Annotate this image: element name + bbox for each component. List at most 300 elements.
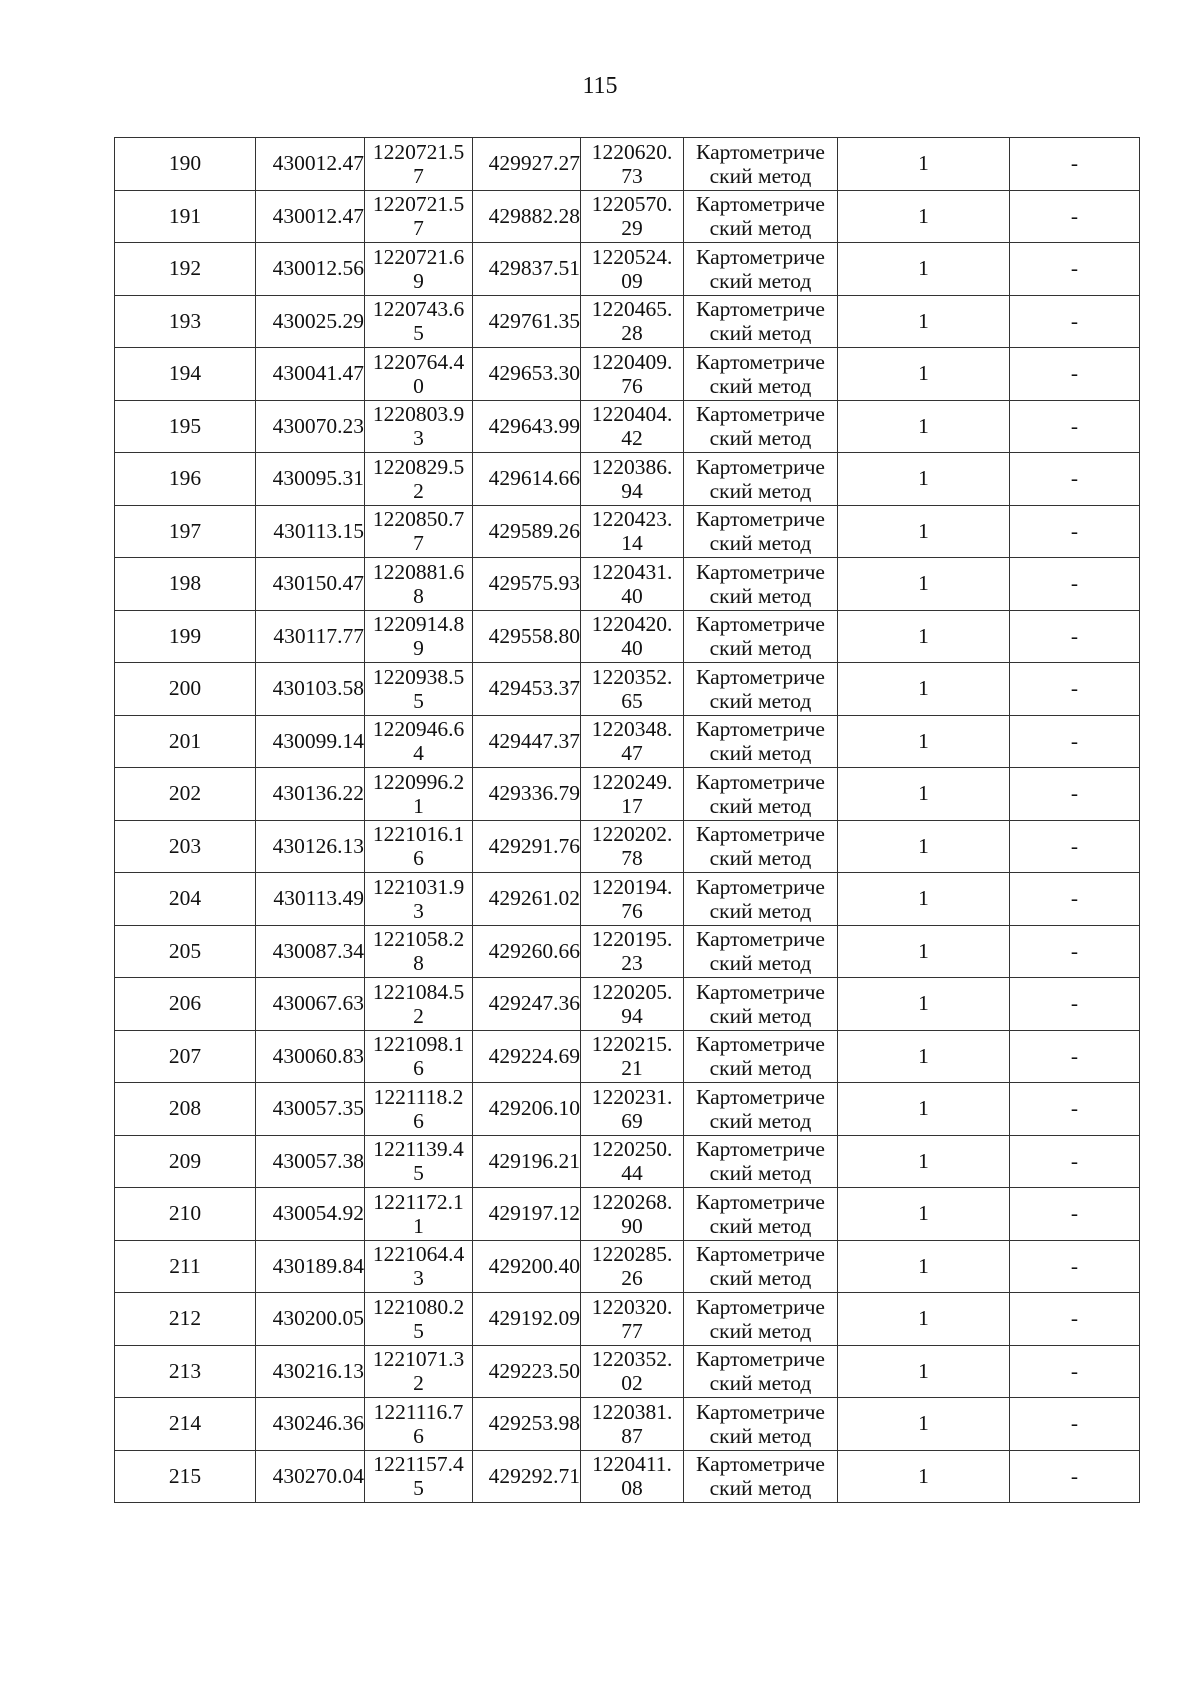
table-row [115,820,1140,873]
description-cell: - [1010,505,1140,558]
new-y-cell-line: 40 [621,636,643,661]
new-y-cell-line: 1220195. [591,927,673,952]
description-cell: - [1010,768,1140,821]
table-row [115,1240,1140,1293]
accuracy-cell: 1 [838,1345,1010,1398]
new-x-cell: 429292.71 [473,1450,581,1503]
existing-y-cell-line: 6 [413,846,424,871]
existing-y-cell [365,663,473,716]
existing-y-cell [365,1188,473,1241]
description-cell: - [1010,1450,1140,1503]
method-cell-line: ский метод [709,741,812,766]
new-x-cell: 429614.66 [473,453,581,506]
existing-y-cell-line: 1220881.6 [372,559,465,584]
existing-x-cell: 430054.92 [256,1188,365,1241]
coordinates-table-body [115,138,1140,1503]
table-row [115,505,1140,558]
new-y-cell-line: 94 [621,478,643,503]
method-cell-line: ский метод [709,1266,812,1291]
new-y-cell [581,820,684,873]
method-cell-line: ский метод [709,583,812,608]
existing-y-cell-line: 1221080.2 [372,1294,465,1319]
method-cell [684,138,838,191]
new-x-cell: 429761.35 [473,295,581,348]
new-y-cell-line: 02 [621,1371,643,1396]
existing-y-cell-line: 5 [413,1161,424,1186]
new-y-cell-line: 73 [621,163,643,188]
accuracy-cell: 1 [838,873,1010,926]
new-y-cell-line: 65 [621,688,643,713]
method-cell-line: ский метод [709,1423,812,1448]
method-cell-line: ский метод [709,1161,812,1186]
new-y-cell-line: 90 [621,1213,643,1238]
new-y-cell-line: 14 [621,531,643,556]
existing-x-cell: 430150.47 [256,558,365,611]
method-cell-line: ский метод [709,268,812,293]
existing-y-cell-line: 6 [413,1056,424,1081]
point-number-cell: 190 [115,138,256,191]
existing-y-cell-line: 0 [413,373,424,398]
new-y-cell [581,1450,684,1503]
new-y-cell-line: 42 [621,426,643,451]
method-cell-line: ский метод [709,426,812,451]
new-y-cell-line: 1220348. [591,717,673,742]
existing-y-cell-line: 9 [413,636,424,661]
new-y-cell [581,768,684,821]
new-x-cell: 429197.12 [473,1188,581,1241]
method-cell-line: ский метод [709,163,812,188]
existing-x-cell: 430041.47 [256,348,365,401]
description-cell: - [1010,348,1140,401]
point-number-cell: 211 [115,1240,256,1293]
existing-y-cell-line: 5 [413,1476,424,1501]
existing-y-cell-line: 1221084.5 [372,979,465,1004]
existing-x-cell: 430113.15 [256,505,365,558]
existing-y-cell-line: 2 [413,1371,424,1396]
new-y-cell-line: 69 [621,1108,643,1133]
new-y-cell [581,243,684,296]
accuracy-cell: 1 [838,295,1010,348]
new-y-cell [581,505,684,558]
new-y-cell-line: 78 [621,846,643,871]
new-y-cell-line: 1220268. [591,1189,673,1214]
method-cell [684,978,838,1031]
table-row [115,1135,1140,1188]
table-row [115,400,1140,453]
new-x-cell: 429247.36 [473,978,581,1031]
method-cell [684,505,838,558]
table-row [115,1083,1140,1136]
new-y-cell-line: 1220620. [591,139,673,164]
existing-x-cell: 430189.84 [256,1240,365,1293]
description-cell: - [1010,715,1140,768]
description-cell: - [1010,1083,1140,1136]
method-cell [684,1293,838,1346]
existing-y-cell-line: 1220721.5 [372,192,465,217]
existing-y-cell [365,873,473,926]
existing-y-cell-line: 1220938.5 [372,664,465,689]
existing-x-cell: 430216.13 [256,1345,365,1398]
new-y-cell-line: 94 [621,1003,643,1028]
method-cell-line: ский метод [709,1003,812,1028]
existing-y-cell-line: 1221116.7 [373,1399,464,1424]
existing-y-cell [365,1083,473,1136]
new-x-cell: 429291.76 [473,820,581,873]
existing-x-cell: 430070.23 [256,400,365,453]
method-cell-line: ский метод [709,373,812,398]
method-cell [684,1135,838,1188]
method-cell [684,400,838,453]
existing-y-cell-line: 1221064.4 [372,1242,465,1267]
existing-y-cell-line: 1220996.2 [372,769,465,794]
page-number: 115 [582,73,618,99]
table-row [115,295,1140,348]
new-y-cell [581,1293,684,1346]
point-number-cell: 194 [115,348,256,401]
description-cell: - [1010,190,1140,243]
accuracy-cell: 1 [838,138,1010,191]
existing-y-cell-line: 8 [413,583,424,608]
new-y-cell-line: 1220231. [591,1084,673,1109]
method-cell-line: Картометриче [696,1347,825,1372]
new-x-cell: 429336.79 [473,768,581,821]
new-y-cell-line: 1220524. [591,244,673,269]
accuracy-cell: 1 [838,925,1010,978]
existing-y-cell-line: 1220850.7 [372,507,465,532]
new-y-cell-line: 09 [621,268,643,293]
new-y-cell-line: 1220250. [591,1137,673,1162]
method-cell-line: ский метод [709,1213,812,1238]
new-y-cell [581,1398,684,1451]
method-cell-line: ский метод [709,1108,812,1133]
existing-x-cell: 430200.05 [256,1293,365,1346]
new-y-cell-line: 1220205. [591,979,673,1004]
new-y-cell-line: 40 [621,583,643,608]
existing-y-cell-line: 7 [413,216,424,241]
method-cell-line: Картометриче [696,1242,825,1267]
existing-x-cell: 430126.13 [256,820,365,873]
existing-y-cell-line: 9 [413,268,424,293]
accuracy-cell: 1 [838,820,1010,873]
existing-y-cell-line: 1220829.5 [372,454,465,479]
method-cell-line: ский метод [709,216,812,241]
existing-x-cell: 430099.14 [256,715,365,768]
method-cell-line: ский метод [709,688,812,713]
accuracy-cell: 1 [838,348,1010,401]
point-number-cell: 202 [115,768,256,821]
point-number-cell: 199 [115,610,256,663]
new-x-cell: 429447.37 [473,715,581,768]
table-row [115,663,1140,716]
coordinates-table [114,137,1140,1503]
accuracy-cell: 1 [838,1398,1010,1451]
accuracy-cell: 1 [838,978,1010,1031]
accuracy-cell: 1 [838,1083,1010,1136]
point-number-cell: 196 [115,453,256,506]
accuracy-cell: 1 [838,715,1010,768]
table-row [115,348,1140,401]
existing-y-cell [365,768,473,821]
existing-y-cell-line: 1221016.1 [372,822,465,847]
method-cell-line: Картометриче [696,402,825,427]
new-y-cell-line: 1220194. [591,874,673,899]
existing-x-cell: 430025.29 [256,295,365,348]
point-number-cell: 214 [115,1398,256,1451]
new-y-cell [581,190,684,243]
method-cell-line: ский метод [709,1056,812,1081]
new-y-cell [581,400,684,453]
point-number-cell: 205 [115,925,256,978]
method-cell [684,873,838,926]
method-cell [684,715,838,768]
existing-y-cell-line: 2 [413,1003,424,1028]
method-cell-line: Картометриче [696,1032,825,1057]
existing-y-cell-line: 3 [413,898,424,923]
method-cell-line: Картометриче [696,612,825,637]
table-row [115,243,1140,296]
description-cell: - [1010,1240,1140,1293]
method-cell [684,295,838,348]
existing-y-cell [365,1398,473,1451]
new-y-cell [581,1030,684,1083]
existing-y-cell [365,1345,473,1398]
existing-y-cell-line: 1221157.4 [373,1452,464,1477]
accuracy-cell: 1 [838,1135,1010,1188]
method-cell-line: ский метод [709,1371,812,1396]
existing-y-cell-line: 1220721.5 [372,139,465,164]
existing-y-cell-line: 8 [413,951,424,976]
new-y-cell-line: 1220320. [591,1294,673,1319]
new-y-cell-line: 1220420. [591,612,673,637]
existing-y-cell-line: 6 [413,1108,424,1133]
method-cell-line: Картометриче [696,139,825,164]
new-y-cell-line: 1220215. [591,1032,673,1057]
existing-y-cell-line: 1221058.2 [372,927,465,952]
new-y-cell-line: 76 [621,373,643,398]
method-cell [684,453,838,506]
existing-y-cell-line: 1 [413,793,424,818]
new-y-cell-line: 76 [621,898,643,923]
description-cell: - [1010,1345,1140,1398]
method-cell-line: Картометриче [696,1084,825,1109]
existing-x-cell: 430057.35 [256,1083,365,1136]
method-cell-line: Картометриче [696,979,825,1004]
new-y-cell [581,453,684,506]
new-y-cell [581,663,684,716]
new-y-cell [581,873,684,926]
existing-y-cell [365,295,473,348]
table-row [115,1398,1140,1451]
new-y-cell-line: 21 [621,1056,643,1081]
method-cell-line: Картометриче [696,769,825,794]
existing-y-cell-line: 1220764.4 [372,349,465,374]
accuracy-cell: 1 [838,400,1010,453]
method-cell-line: Картометриче [696,822,825,847]
new-y-cell-line: 29 [621,216,643,241]
point-number-cell: 201 [115,715,256,768]
description-cell: - [1010,1135,1140,1188]
table-row [115,190,1140,243]
method-cell [684,558,838,611]
existing-y-cell-line: 3 [413,426,424,451]
method-cell-line: Картометриче [696,1294,825,1319]
table-row [115,978,1140,1031]
new-y-cell-line: 1220386. [591,454,673,479]
description-cell: - [1010,1293,1140,1346]
existing-x-cell: 430087.34 [256,925,365,978]
method-cell [684,1188,838,1241]
method-cell [684,348,838,401]
new-y-cell [581,558,684,611]
existing-y-cell-line: 1221139.4 [373,1137,464,1162]
method-cell [684,1240,838,1293]
existing-y-cell [365,820,473,873]
method-cell [684,610,838,663]
point-number-cell: 195 [115,400,256,453]
point-number-cell: 213 [115,1345,256,1398]
method-cell-line: ский метод [709,1476,812,1501]
new-x-cell: 429558.80 [473,610,581,663]
point-number-cell: 203 [115,820,256,873]
existing-y-cell [365,978,473,1031]
existing-y-cell-line: 1221118.2 [373,1084,464,1109]
table-row [115,1030,1140,1083]
description-cell: - [1010,873,1140,926]
description-cell: - [1010,558,1140,611]
existing-x-cell: 430136.22 [256,768,365,821]
new-x-cell: 429260.66 [473,925,581,978]
new-y-cell [581,610,684,663]
point-number-cell: 208 [115,1083,256,1136]
existing-y-cell-line: 4 [413,741,424,766]
point-number-cell: 207 [115,1030,256,1083]
point-number-cell: 206 [115,978,256,1031]
new-x-cell: 429261.02 [473,873,581,926]
method-cell-line: ский метод [709,846,812,871]
existing-y-cell-line: 1220914.8 [372,612,465,637]
accuracy-cell: 1 [838,610,1010,663]
new-y-cell-line: 1220409. [591,349,673,374]
new-y-cell [581,1135,684,1188]
existing-y-cell-line: 1221172.1 [373,1189,464,1214]
accuracy-cell: 1 [838,505,1010,558]
existing-x-cell: 430012.47 [256,190,365,243]
method-cell [684,243,838,296]
new-y-cell-line: 47 [621,741,643,766]
existing-y-cell [365,1135,473,1188]
method-cell-line: ский метод [709,531,812,556]
new-y-cell-line: 1220352. [591,1347,673,1372]
existing-y-cell [365,558,473,611]
existing-y-cell [365,1450,473,1503]
description-cell: - [1010,295,1140,348]
method-cell-line: Картометриче [696,1399,825,1424]
method-cell-line: ский метод [709,478,812,503]
existing-x-cell: 430057.38 [256,1135,365,1188]
existing-x-cell: 430246.36 [256,1398,365,1451]
new-x-cell: 429927.27 [473,138,581,191]
new-y-cell-line: 08 [621,1476,643,1501]
new-y-cell [581,715,684,768]
new-y-cell-line: 1220411. [592,1452,672,1477]
existing-y-cell-line: 3 [413,1266,424,1291]
existing-y-cell-line: 1220743.6 [372,297,465,322]
existing-y-cell-line: 1220803.9 [372,402,465,427]
existing-y-cell-line: 5 [413,1318,424,1343]
new-x-cell: 429453.37 [473,663,581,716]
new-y-cell-line: 1220404. [591,402,673,427]
new-y-cell-line: 1220431. [591,559,673,584]
existing-y-cell [365,925,473,978]
existing-y-cell-line: 1221071.3 [372,1347,465,1372]
new-x-cell: 429882.28 [473,190,581,243]
new-y-cell [581,138,684,191]
method-cell-line: ский метод [709,898,812,923]
accuracy-cell: 1 [838,558,1010,611]
existing-y-cell [365,348,473,401]
point-number-cell: 209 [115,1135,256,1188]
method-cell [684,820,838,873]
accuracy-cell: 1 [838,190,1010,243]
existing-y-cell [365,715,473,768]
new-y-cell-line: 1220381. [591,1399,673,1424]
existing-y-cell-line: 1221031.9 [372,874,465,899]
method-cell-line: Картометриче [696,1189,825,1214]
point-number-cell: 192 [115,243,256,296]
new-x-cell: 429196.21 [473,1135,581,1188]
existing-y-cell [365,610,473,663]
existing-x-cell: 430113.49 [256,873,365,926]
method-cell-line: ский метод [709,321,812,346]
existing-y-cell-line: 1220946.6 [372,717,465,742]
existing-y-cell-line: 2 [413,478,424,503]
method-cell [684,663,838,716]
existing-x-cell: 430012.56 [256,243,365,296]
method-cell-line: ский метод [709,1318,812,1343]
existing-y-cell-line: 1 [413,1213,424,1238]
accuracy-cell: 1 [838,1188,1010,1241]
method-cell-line: Картометриче [696,559,825,584]
method-cell [684,768,838,821]
new-y-cell-line: 1220285. [591,1242,673,1267]
new-y-cell [581,1240,684,1293]
existing-x-cell: 430095.31 [256,453,365,506]
new-y-cell [581,1345,684,1398]
new-x-cell: 429223.50 [473,1345,581,1398]
new-y-cell-line: 1220570. [591,192,673,217]
accuracy-cell: 1 [838,1240,1010,1293]
new-y-cell-line: 1220352. [591,664,673,689]
point-number-cell: 210 [115,1188,256,1241]
description-cell: - [1010,138,1140,191]
new-y-cell [581,1083,684,1136]
method-cell-line: Картометриче [696,349,825,374]
new-y-cell-line: 1220465. [591,297,673,322]
existing-x-cell: 430270.04 [256,1450,365,1503]
description-cell: - [1010,400,1140,453]
point-number-cell: 204 [115,873,256,926]
point-number-cell: 198 [115,558,256,611]
table-row [115,138,1140,191]
table-row [115,610,1140,663]
point-number-cell: 212 [115,1293,256,1346]
accuracy-cell: 1 [838,1450,1010,1503]
existing-y-cell [365,400,473,453]
accuracy-cell: 1 [838,453,1010,506]
description-cell: - [1010,925,1140,978]
existing-y-cell-line: 1221098.1 [372,1032,465,1057]
existing-y-cell-line: 5 [413,321,424,346]
